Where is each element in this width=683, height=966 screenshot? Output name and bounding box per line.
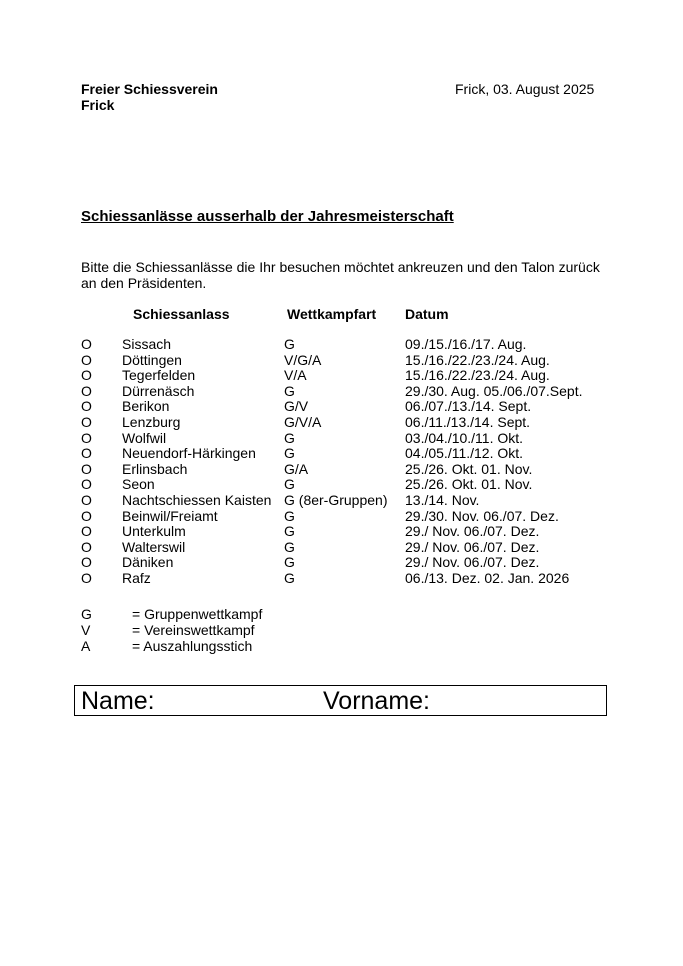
organization-name: Freier Schiessverein bbox=[81, 81, 218, 97]
event-row bbox=[0, 353, 683, 369]
event-name: Walterswil bbox=[122, 538, 186, 555]
event-type: G bbox=[284, 445, 295, 462]
vorname-label: Vorname: bbox=[323, 687, 431, 715]
event-date: 04./05./11./12. Okt. bbox=[405, 445, 524, 462]
event-name: Sissach bbox=[122, 336, 172, 352]
event-date: 03./04./10./11. Okt. bbox=[405, 429, 524, 446]
legend-row bbox=[0, 638, 683, 654]
legend-code: A bbox=[81, 638, 91, 654]
event-checkbox-mark[interactable]: O bbox=[81, 569, 92, 586]
event-list bbox=[0, 337, 683, 587]
legend-text: = Vereinswettkampf bbox=[132, 622, 255, 638]
event-row bbox=[0, 399, 683, 415]
legend-code: G bbox=[81, 606, 92, 622]
event-checkbox-mark[interactable]: O bbox=[81, 523, 92, 540]
event-type: V/A bbox=[284, 367, 307, 384]
name-label: Name: bbox=[81, 687, 155, 715]
event-date: 13./14. Nov. bbox=[405, 491, 480, 508]
event-checkbox-mark[interactable]: O bbox=[81, 413, 92, 430]
event-row bbox=[0, 477, 683, 493]
event-name: Erlinsbach bbox=[122, 460, 188, 477]
event-name: Döttingen bbox=[122, 351, 182, 368]
event-name: Berikon bbox=[122, 398, 170, 415]
event-checkbox-mark[interactable]: O bbox=[81, 429, 92, 446]
event-row bbox=[0, 509, 683, 525]
event-name: Wolfwil bbox=[122, 429, 167, 446]
return-slip bbox=[74, 685, 607, 716]
document-date: Frick, 03. August 2025 bbox=[455, 81, 595, 97]
event-name: Däniken bbox=[122, 554, 174, 571]
column-header-event: Schiessanlass bbox=[133, 306, 230, 322]
event-checkbox-mark[interactable]: O bbox=[81, 398, 92, 415]
legend-row bbox=[0, 606, 683, 622]
event-row bbox=[0, 337, 683, 353]
event-checkbox-mark[interactable]: O bbox=[81, 538, 92, 555]
event-row bbox=[0, 368, 683, 384]
event-type: G/V bbox=[284, 398, 309, 415]
legend-text: = Gruppenwettkampf bbox=[132, 606, 263, 622]
legend-row bbox=[0, 622, 683, 638]
event-date: 09./15./16./17. Aug. bbox=[405, 336, 527, 352]
page-title: Schiessanlässe ausserhalb der Jahresmeisterschaft bbox=[81, 208, 454, 225]
column-header-date: Datum bbox=[405, 306, 449, 322]
event-date: 15./16./22./23./24. Aug. bbox=[405, 367, 550, 384]
event-type: G/V/A bbox=[284, 413, 322, 430]
event-date: 29./ Nov. 06./07. Dez. bbox=[405, 554, 540, 571]
event-checkbox-mark[interactable]: O bbox=[81, 476, 92, 493]
event-row bbox=[0, 493, 683, 509]
event-name: Lenzburg bbox=[122, 413, 181, 430]
intro-text-line2: an den Präsidenten. bbox=[81, 275, 207, 291]
event-name: Dürrenäsch bbox=[122, 382, 195, 399]
organization-location: Frick bbox=[81, 97, 115, 113]
event-type: V/G/A bbox=[284, 351, 322, 368]
event-type: G bbox=[284, 336, 295, 352]
intro-text-line1: Bitte die Schiessanlässe die Ihr besuchen möchtet ankreuzen und den Talon zurück bbox=[81, 259, 600, 275]
column-header-type: Wettkampfart bbox=[287, 306, 377, 322]
legend-code: V bbox=[81, 622, 91, 638]
event-type: G/A bbox=[284, 460, 309, 477]
event-date: 29./30. Aug. 05./06./07.Sept. bbox=[405, 382, 583, 399]
event-name: Neuendorf-Härkingen bbox=[122, 445, 256, 462]
event-row bbox=[0, 462, 683, 478]
event-row bbox=[0, 555, 683, 571]
event-date: 29./ Nov. 06./07. Dez. bbox=[405, 523, 540, 540]
event-checkbox-mark[interactable]: O bbox=[81, 382, 92, 399]
event-row bbox=[0, 384, 683, 400]
event-type: G bbox=[284, 429, 295, 446]
event-row bbox=[0, 431, 683, 447]
event-checkbox-mark[interactable]: O bbox=[81, 336, 92, 352]
event-type: G bbox=[284, 382, 295, 399]
event-type: G bbox=[284, 523, 295, 540]
event-type: G (8er-Gruppen) bbox=[284, 491, 388, 508]
event-name: Tegerfelden bbox=[122, 367, 196, 384]
event-checkbox-mark[interactable]: O bbox=[81, 491, 92, 508]
event-name: Nachtschiessen Kaisten bbox=[122, 491, 272, 508]
legend bbox=[0, 606, 683, 654]
event-date: 29./ Nov. 06./07. Dez. bbox=[405, 538, 540, 555]
event-checkbox-mark[interactable]: O bbox=[81, 445, 92, 462]
event-type: G bbox=[284, 569, 295, 586]
event-checkbox-mark[interactable]: O bbox=[81, 554, 92, 571]
event-row bbox=[0, 571, 683, 587]
event-name: Beinwil/Freiamt bbox=[122, 507, 218, 524]
event-type: G bbox=[284, 476, 295, 493]
event-row bbox=[0, 540, 683, 556]
event-date: 15./16./22./23./24. Aug. bbox=[405, 351, 550, 368]
event-type: G bbox=[284, 554, 295, 571]
event-name: Unterkulm bbox=[122, 523, 186, 540]
event-checkbox-mark[interactable]: O bbox=[81, 460, 92, 477]
event-row bbox=[0, 446, 683, 462]
event-date: 06./07./13./14. Sept. bbox=[405, 398, 532, 415]
event-date: 06./11./13./14. Sept. bbox=[405, 413, 531, 430]
event-checkbox-mark[interactable]: O bbox=[81, 367, 92, 384]
event-date: 25./26. Okt. 01. Nov. bbox=[405, 476, 533, 493]
event-type: G bbox=[284, 507, 295, 524]
event-date: 25./26. Okt. 01. Nov. bbox=[405, 460, 533, 477]
event-row bbox=[0, 524, 683, 540]
event-checkbox-mark[interactable]: O bbox=[81, 351, 92, 368]
event-name: Rafz bbox=[122, 569, 151, 586]
event-type: G bbox=[284, 538, 295, 555]
event-row bbox=[0, 415, 683, 431]
event-name: Seon bbox=[122, 476, 155, 493]
event-date: 06./13. Dez. 02. Jan. 2026 bbox=[405, 569, 570, 586]
event-date: 29./30. Nov. 06./07. Dez. bbox=[405, 507, 559, 524]
legend-text: = Auszahlungsstich bbox=[132, 638, 253, 654]
event-checkbox-mark[interactable]: O bbox=[81, 507, 92, 524]
